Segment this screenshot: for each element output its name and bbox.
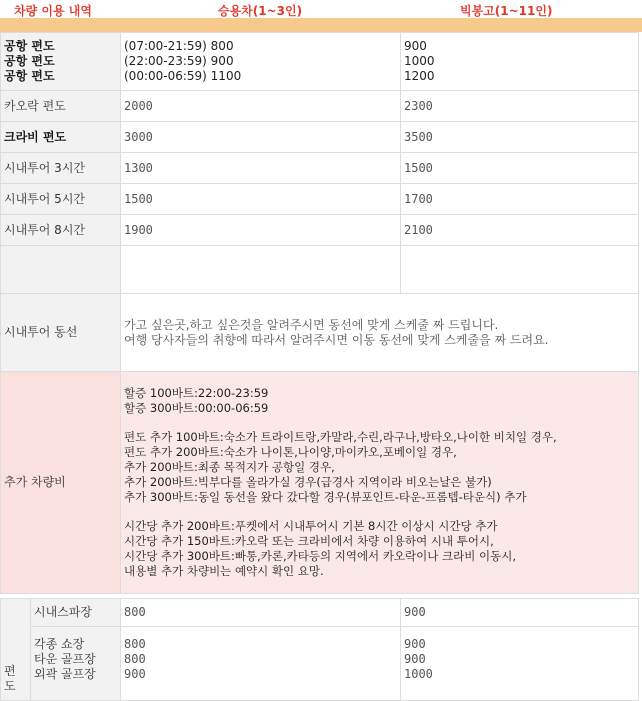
golf-label: 각종 쇼장 bbox=[34, 637, 85, 651]
row-sedan: 3000 bbox=[121, 122, 401, 153]
spacer bbox=[124, 416, 635, 430]
spa-sedan: 800 bbox=[121, 599, 401, 627]
airport-label-3: 공항 편도 bbox=[4, 69, 55, 83]
golf-van-value: 1000 bbox=[404, 667, 433, 681]
table-row bbox=[1, 33, 639, 91]
empty-cell bbox=[121, 246, 401, 294]
extra-line: 할증 300바트:00:00-06:59 bbox=[124, 401, 269, 415]
tour-route-label: 시내투어 동선 bbox=[1, 294, 121, 372]
empty-row bbox=[1, 246, 639, 294]
header-usage: 차량 이용 내역 bbox=[14, 4, 92, 18]
tour-route-text bbox=[121, 294, 639, 372]
row-sedan: 1300 bbox=[121, 153, 401, 184]
airport-sedan-3: (00:00-06:59) 1100 bbox=[124, 69, 242, 83]
extra-line: 편도 추가 100바트:숙소가 트라이트랑,카말라,수린,라구나,방타오,나이한 비치일 경우, bbox=[124, 430, 557, 444]
golf-van-value: 900 bbox=[404, 637, 426, 651]
golf-label: 외곽 골프장 bbox=[34, 667, 96, 681]
spa-van: 900 bbox=[401, 599, 639, 627]
row-label: 카오락 편도 bbox=[1, 91, 121, 122]
golf-labels bbox=[31, 627, 121, 701]
golf-sedan-value: 900 bbox=[124, 667, 146, 681]
airport-sedan-1: (07:00-21:59) 800 bbox=[124, 39, 234, 53]
airport-van-1: 900 bbox=[404, 39, 427, 53]
extra-line: 시간당 추가 300바트:빠통,카론,카타등의 지역에서 카오락이나 크라비 이동시, bbox=[124, 549, 516, 563]
golf-label: 타운 골프장 bbox=[34, 652, 96, 666]
extra-line: 시간당 추가 200바트:푸켓에서 시내투어시 기본 8시간 이상시 시간당 추가 bbox=[124, 519, 498, 533]
row-van: 2300 bbox=[401, 91, 639, 122]
golf-sedan bbox=[121, 627, 401, 701]
header-band bbox=[0, 18, 642, 32]
spa-label: 시내스파장 bbox=[31, 599, 121, 627]
extra-fee-row bbox=[1, 372, 639, 594]
tour-route-line: 가고 싶은곳,하고 싶은것을 알려주시면 동선에 맞게 스케줄 짜 드립니다. bbox=[124, 317, 499, 332]
row-label: 시내투어 5시간 bbox=[1, 184, 121, 215]
table-header bbox=[0, 0, 642, 18]
extra-line: 추가 300바트:동일 동선을 왔다 갔다할 경우(뷰포인트-타운-프롬텝-타운식) 추가 bbox=[124, 490, 527, 504]
empty-cell bbox=[401, 246, 639, 294]
table-row bbox=[1, 153, 639, 184]
golf-sedan-value: 800 bbox=[124, 637, 146, 651]
extra-fee-text bbox=[121, 372, 639, 594]
oneway-table bbox=[0, 598, 639, 701]
golf-van bbox=[401, 627, 639, 701]
airport-label-2: 공항 편도 bbox=[4, 54, 55, 68]
row-sedan: 2000 bbox=[121, 91, 401, 122]
airport-van bbox=[401, 33, 639, 91]
row-sedan: 1500 bbox=[121, 184, 401, 215]
extra-line: 추가 200바트:최종 목적지가 공항일 경우, bbox=[124, 460, 335, 474]
airport-sedan-2: (22:00-23:59) 900 bbox=[124, 54, 234, 68]
table-row bbox=[1, 91, 639, 122]
empty-cell bbox=[1, 246, 121, 294]
extra-line: 할증 100바트:22:00-23:59 bbox=[124, 386, 269, 400]
spacer bbox=[124, 505, 635, 519]
tour-route-row bbox=[1, 294, 639, 372]
row-label: 시내투어 3시간 bbox=[1, 153, 121, 184]
table-row bbox=[1, 122, 639, 153]
airport-sedan bbox=[121, 33, 401, 91]
row-van: 2100 bbox=[401, 215, 639, 246]
airport-label bbox=[1, 33, 121, 91]
airport-van-2: 1000 bbox=[404, 54, 435, 68]
row-van: 1500 bbox=[401, 153, 639, 184]
price-table bbox=[0, 32, 639, 594]
oneway-label: 편도 bbox=[1, 599, 31, 701]
extra-line: 시간당 추가 150바트:카오락 또는 크라비에서 차량 이용하여 시내 투어시, bbox=[124, 534, 494, 548]
golf-sedan-value: 800 bbox=[124, 652, 146, 666]
header-van: 빅봉고(1~11인) bbox=[460, 4, 553, 18]
tour-route-line: 여행 당사자들의 취향에 따라서 알려주시면 이동 동선에 맞게 스케줄을 짜 드려요. bbox=[124, 332, 549, 347]
extra-line: 편도 추가 200바트:숙소가 나이톤,나이양,마이카오,포베이일 경우, bbox=[124, 445, 457, 459]
row-label: 크라비 편도 bbox=[1, 122, 121, 153]
airport-van-3: 1200 bbox=[404, 69, 435, 83]
header-sedan: 승용차(1~3인) bbox=[218, 4, 303, 18]
table-row bbox=[1, 215, 639, 246]
row-sedan: 1900 bbox=[121, 215, 401, 246]
row-van: 1700 bbox=[401, 184, 639, 215]
table-row bbox=[1, 184, 639, 215]
table-row bbox=[1, 599, 639, 627]
row-van: 3500 bbox=[401, 122, 639, 153]
airport-label-1: 공항 편도 bbox=[4, 39, 55, 53]
row-label: 시내투어 8시간 bbox=[1, 215, 121, 246]
extra-line: 내용별 추가 차량비는 예약시 확인 요망. bbox=[124, 564, 324, 578]
extra-line: 추가 200바트:빅부다를 올라가실 경우(급경사 지역이라 비오는날은 불가) bbox=[124, 475, 492, 489]
table-row bbox=[1, 627, 639, 701]
extra-fee-label: 추가 차량비 bbox=[1, 372, 121, 594]
golf-van-value: 900 bbox=[404, 652, 426, 666]
